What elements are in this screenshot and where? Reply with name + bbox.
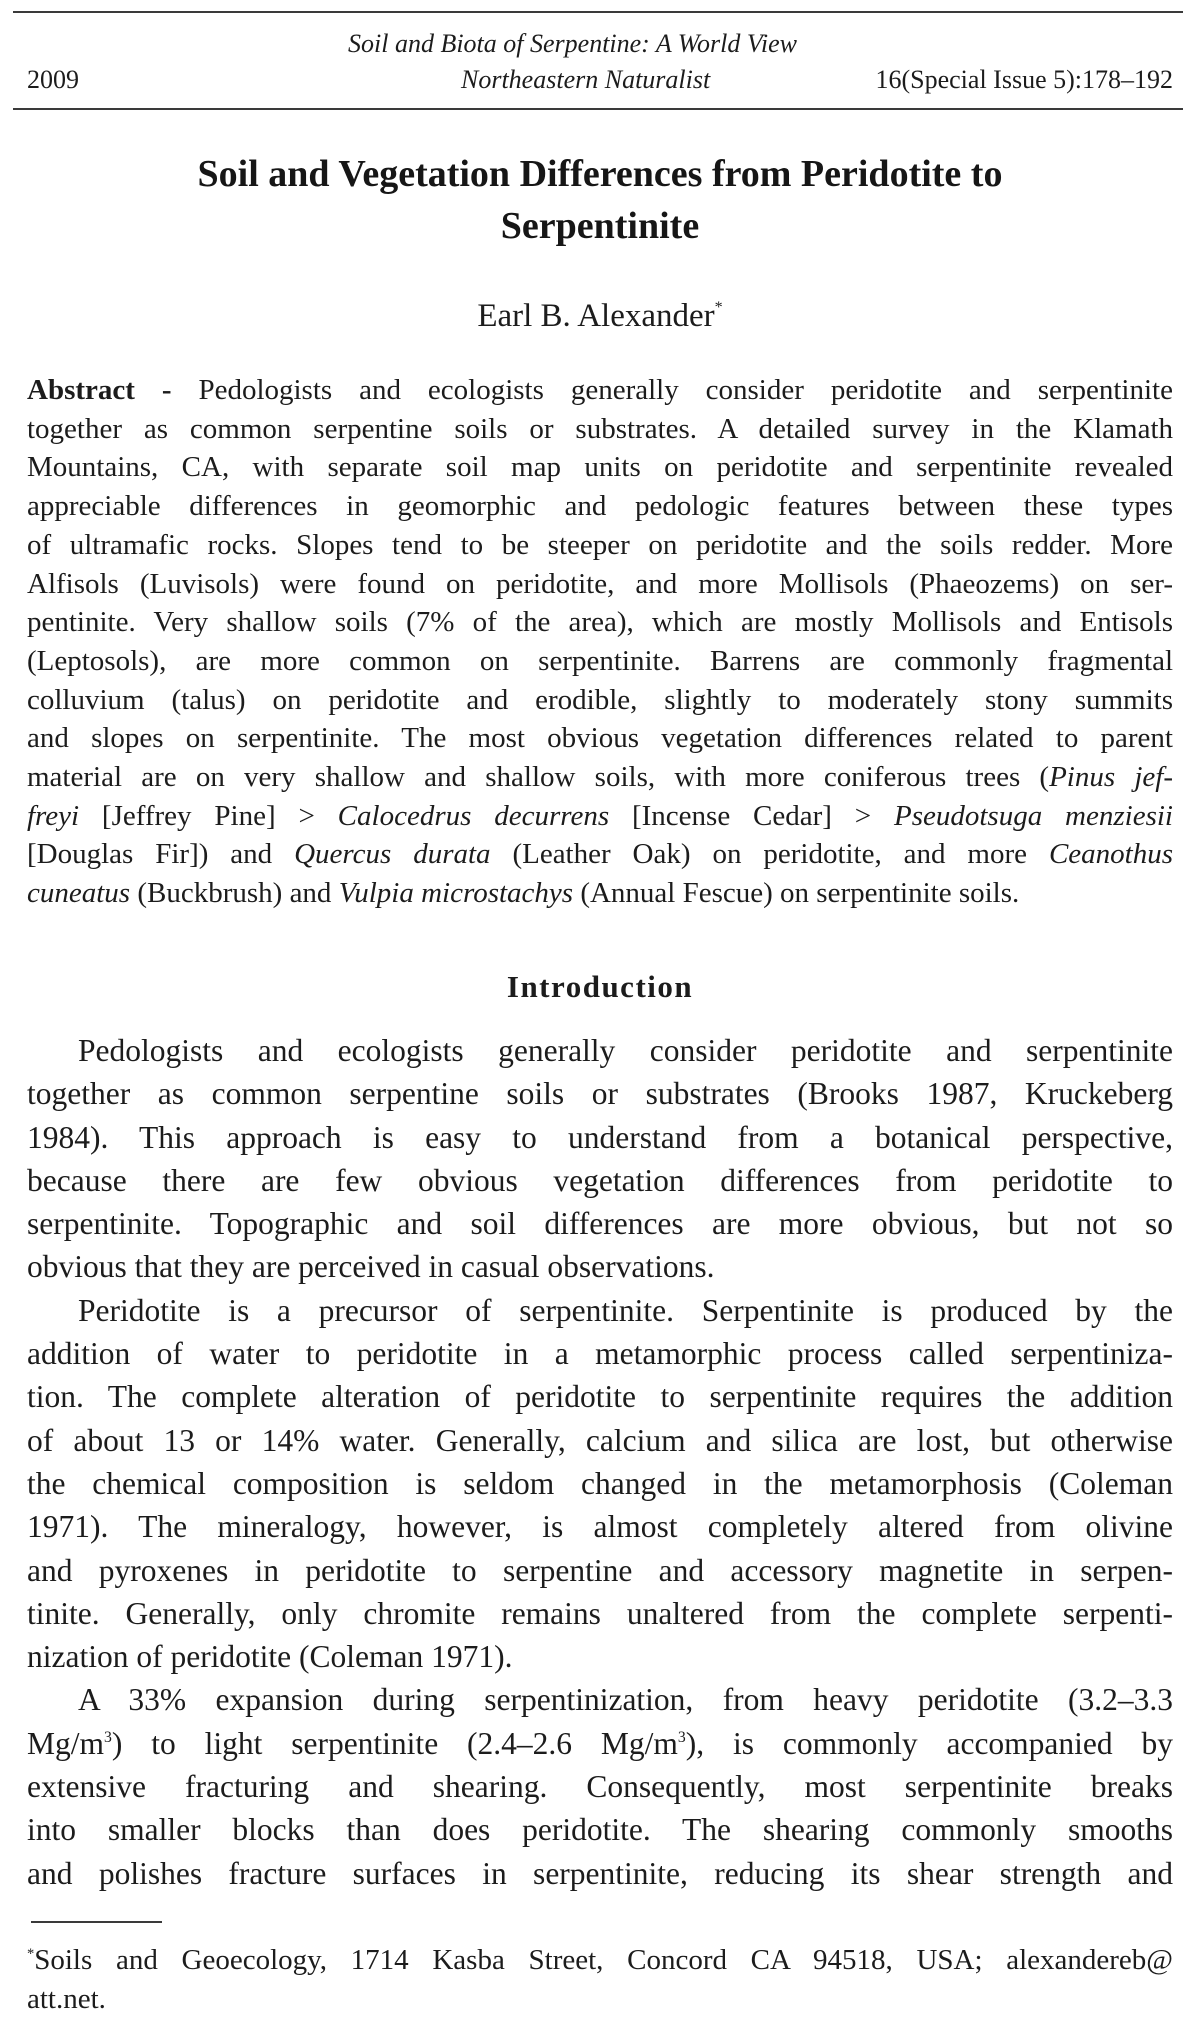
text-run: 1984). This approach is easy to understand from a botanical perspective,	[27, 1119, 1173, 1155]
text-run: (Buckbrush) and	[130, 877, 339, 910]
text-line	[27, 1159, 1173, 1202]
text-run: together as common serpentine soils or substrates. A detailed survey in the Klamath	[27, 412, 1173, 445]
text-line	[27, 758, 1173, 797]
text-line	[27, 1635, 1173, 1678]
author-line	[0, 296, 1200, 336]
text-run: obvious that they are perceived in casual observations.	[27, 1249, 715, 1285]
text-line	[27, 835, 1173, 874]
text-run: A 33% expansion during serpentinization, from heavy peridotite (3.2–3.3	[78, 1682, 1173, 1718]
text-line	[27, 1808, 1173, 1851]
text-run: nization of peridotite (Coleman 1971).	[27, 1639, 513, 1675]
article-title-line-2: Serpentinite	[500, 205, 700, 247]
text-line	[27, 448, 1173, 487]
text-run: into smaller blocks than does peridotite. The shearing commonly smooths	[27, 1812, 1173, 1848]
text-run: Soils and Geoecology, 1714 Kasba Street, Concord CA 94518, USA; alexandereb@	[34, 1944, 1173, 1976]
text-line	[27, 1332, 1173, 1375]
text-line	[27, 1980, 1173, 2019]
bold-label: Abstract -	[27, 374, 199, 406]
text-run: extensive fracturing and shearing. Consequently, most serpentinite breaks	[27, 1769, 1173, 1805]
superscript: *	[27, 1946, 35, 1963]
text-line	[27, 1505, 1173, 1548]
text-line	[27, 1852, 1173, 1895]
text-run: tinite. Generally, only chromite remains unaltered from the complete serpenti-	[27, 1595, 1173, 1631]
text-run: colluvium (talus) on peridotite and erodible, slightly to moderately stony summits	[27, 683, 1173, 716]
text-run: att.net.	[27, 1983, 106, 2015]
author-affiliation-footnote	[27, 1941, 1173, 2019]
text-line	[27, 1678, 1173, 1721]
text-line	[27, 410, 1173, 449]
text-line	[27, 1116, 1173, 1159]
text-line	[27, 1592, 1173, 1635]
text-run: material are on very shallow and shallow soils, with more coniferous trees (	[27, 761, 1050, 794]
text-line	[27, 1289, 1173, 1332]
text-run: addition of water to peridotite in a metamorphic process called serpentiniza-	[27, 1336, 1173, 1372]
journal-name: Northeastern Naturalist	[461, 65, 711, 94]
text-run: appreciable differences in geomorphic and pedologic features between these types	[27, 490, 1173, 523]
publication-year: 2009	[27, 65, 79, 94]
text-line	[27, 1462, 1173, 1505]
text-line	[27, 1941, 1173, 1980]
text-run: (Leather Oak) on peridotite, and more	[490, 838, 1049, 871]
author-footnote-mark[interactable]: *	[714, 299, 723, 316]
italic-text: Quercus durata	[294, 838, 491, 871]
text-run: together as common serpentine soils or substrates (Brooks 1987, Kruckeberg	[27, 1076, 1173, 1112]
italic-text: Vulpia microstachys	[338, 877, 574, 910]
text-line	[27, 797, 1173, 836]
article-title-line-1: Soil and Vegetation Differences from Peridotite to	[197, 153, 1003, 195]
text-run: (Leptosols), are more common on serpentinite. Barrens are commonly fragmental	[27, 644, 1173, 677]
text-run: Alfisols (Luvisols) were found on peridotite, and more Mollisols (Phaeozems) on ser-	[27, 567, 1173, 600]
text-run: Pedologists and ecologists generally consider peridotite and serpentinite	[198, 374, 1173, 406]
abstract	[27, 371, 1173, 913]
text-line	[27, 371, 1173, 410]
text-run: and polishes fracture surfaces in serpentinite, reducing its shear strength and	[27, 1855, 1173, 1891]
text-run: because there are few obvious vegetation differences from peridotite to	[27, 1162, 1173, 1198]
series-title: Soil and Biota of Serpentine: A World View	[348, 29, 797, 58]
text-line	[27, 565, 1173, 604]
text-run: Peridotite is a precursor of serpentinite. Serpentinite is produced by the	[78, 1292, 1173, 1328]
italic-text: Pinus jef-	[1049, 761, 1174, 794]
text-run: of ultramafic rocks. Slopes tend to be steeper on peridotite and the soils redder. More	[27, 528, 1173, 561]
text-run: ), is commonly accompanied by	[685, 1725, 1173, 1761]
author-name: Earl B. Alexander	[477, 298, 715, 334]
introduction-body	[27, 1029, 1173, 1895]
text-line	[27, 1202, 1173, 1245]
text-line	[27, 1072, 1173, 1115]
text-line	[27, 681, 1173, 720]
text-line	[27, 603, 1173, 642]
text-run: [Incense Cedar] >	[609, 799, 894, 832]
volume-pages: 16(Special Issue 5):178–192	[875, 65, 1173, 94]
text-run: 1971). The mineralogy, however, is almost completely altered from olivine	[27, 1509, 1173, 1545]
text-run: and pyroxenes in peridotite to serpentine and accessory magnetite in serpen-	[27, 1552, 1173, 1588]
text-run: serpentinite. Topographic and soil differences are more obvious, but not so	[27, 1206, 1173, 1242]
text-run: of about 13 or 14% water. Generally, calcium and silica are lost, but otherwise	[27, 1422, 1173, 1458]
text-line	[27, 1722, 1173, 1765]
text-line	[27, 526, 1173, 565]
text-run: pentinite. Very shallow soils (7% of the area), which are mostly Mollisols and Entisols	[27, 606, 1173, 639]
text-run: the chemical composition is seldom changed in the metamorphosis (Coleman	[27, 1465, 1173, 1501]
italic-text: cuneatus	[27, 877, 131, 910]
italic-text: Calocedrus decurrens	[337, 799, 610, 832]
italic-text: Ceanothus	[1048, 838, 1173, 871]
text-line	[27, 1029, 1173, 1072]
text-run: Pedologists and ecologists generally consider peridotite and serpentinite	[78, 1033, 1173, 1068]
text-run: ) to light serpentinite (2.4–2.6 Mg/m	[111, 1725, 678, 1761]
footnote-rule	[31, 1921, 162, 1923]
text-run: [Douglas Fir]) and	[27, 838, 295, 871]
text-run: [Jeffrey Pine] >	[79, 799, 338, 832]
text-run: tion. The complete alteration of peridotite to serpentinite requires the addition	[27, 1379, 1173, 1415]
text-run: and slopes on serpentinite. The most obvious vegetation differences related to parent	[27, 722, 1173, 755]
text-line	[27, 1375, 1173, 1418]
section-heading-introduction: Introduction	[506, 969, 694, 1004]
italic-text: Pseudotsuga menziesii	[894, 799, 1173, 832]
text-line	[27, 1419, 1173, 1462]
header-bottom-rule	[13, 108, 1183, 110]
text-line	[27, 1245, 1173, 1288]
superscript: 3	[677, 1728, 686, 1746]
superscript: 3	[104, 1728, 112, 1746]
text-run: Mountains, CA, with separate soil map units on peridotite and serpentinite revealed	[27, 451, 1173, 484]
text-line	[27, 719, 1173, 758]
text-line	[27, 1765, 1173, 1808]
text-line	[27, 487, 1173, 526]
text-line	[27, 642, 1173, 681]
text-run: (Annual Fescue) on serpentinite soils.	[573, 877, 1020, 910]
header-top-rule	[13, 11, 1183, 13]
text-line	[27, 1549, 1173, 1592]
text-run: Mg/m	[27, 1725, 105, 1761]
text-line	[27, 874, 1173, 913]
italic-text: freyi	[27, 799, 80, 832]
